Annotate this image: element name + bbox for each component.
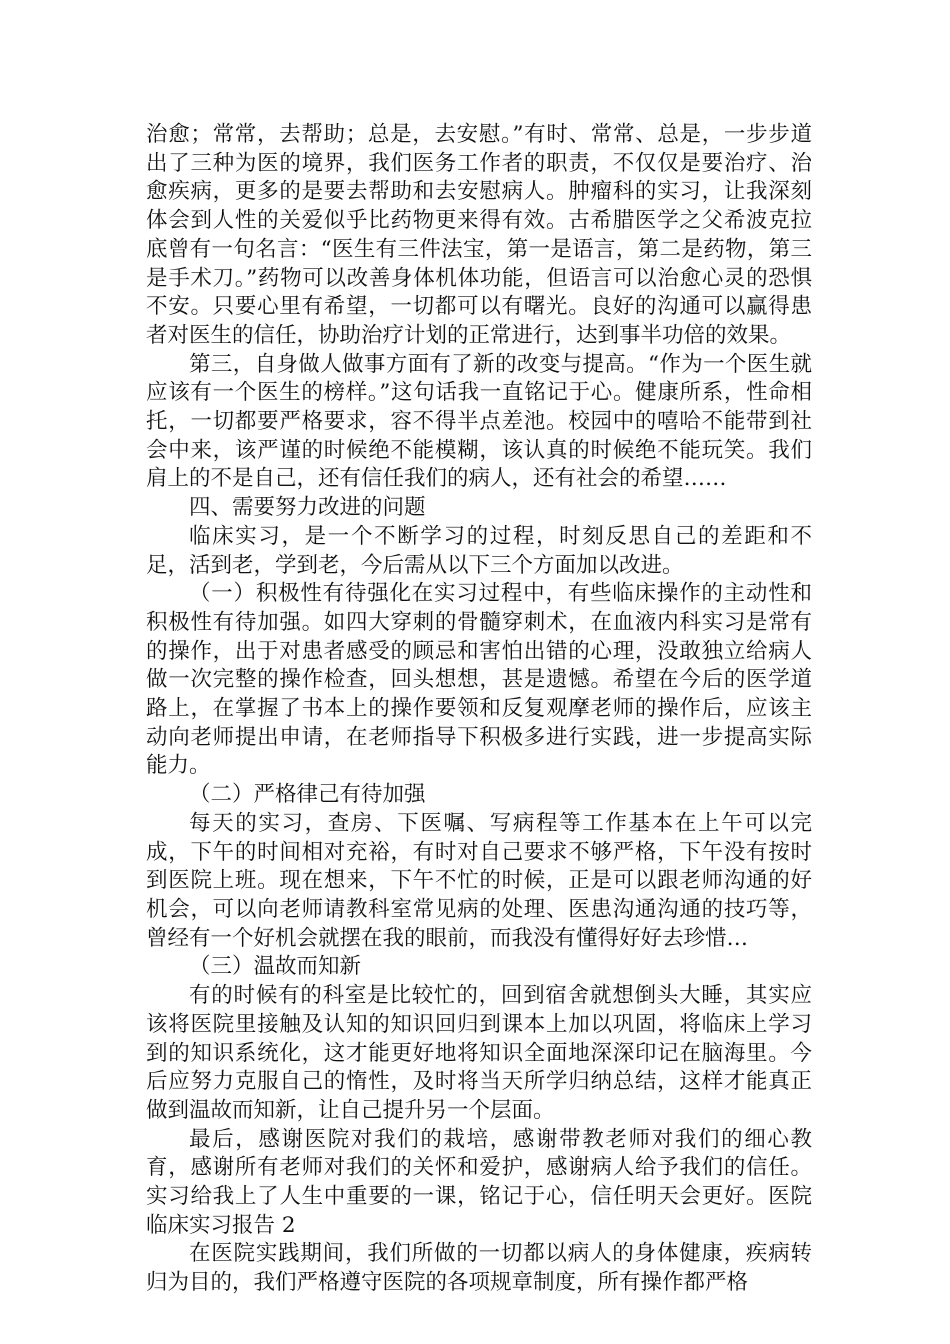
section-heading-4: 四、需要努力改进的问题 xyxy=(189,495,426,521)
paragraph-6: 有的时候有的科室是比较忙的，回到宿舍就想倒头大睡，其实应该将医院里接触及认知的知识回归到课本上加以巩固，将临床上学习到的知识系统化，这才能更好地将知识全面地深深印记在脑海里。今后应努力克服自己的惰性，及时将当天所学归纳总结，这样才能真正做到温故而知新，让自己提升另一个层面。 xyxy=(146,983,812,1123)
paragraph-4: （一）积极性有待强化在实习过程中，有些临床操作的主动性和积极性有待加强。如四大穿刺的骨髓穿刺术，在血液内科实习是常有的操作，出于对患者感受的顾忌和害怕出错的心理，没敢独立给病人做一次完整的操作检查，回头想想，甚是遗憾。希望在今后的医学道路上，在掌握了书本上的操作要领和反复观摩老师的操作后，应该主动向老师提出申请，在老师指导下积极多进行实践，进一步提高实际能力。 xyxy=(146,581,812,779)
paragraph-3: 临床实习，是一个不断学习的过程，时刻反思自己的差距和不足，活到老，学到老，今后需从以下三个方面加以改进。 xyxy=(146,523,812,578)
paragraph-2: 第三，自身做人做事方面有了新的改变与提高。“作为一个医生就应该有一个医生的榜样。”这句话我一直铭记于心。健康所系，性命相托，一切都要严格要求，容不得半点差池。校园中的嘻哈不能带到社会中来，该严谨的时候绝不能模糊，该认真的时候绝不能玩笑。我们肩上的不是自己，还有信任我们的病人，还有社会的希望…… xyxy=(146,351,812,492)
paragraph-7: 最后，感谢医院对我们的栽培，感谢带教老师对我们的细心教育，感谢所有老师对我们的关怀和爱护，感谢病人给予我们的信任。实习给我上了人生中重要的一课，铭记于心，信任明天会更好。医院临床实习报告 2 xyxy=(146,1126,812,1238)
paragraph-5: 每天的实习，查房、下医嘱、写病程等工作基本在上午可以完成，下午的时间相对充裕，有时对自己要求不够严格，下午没有按时到医院上班。现在想来，下午不忙的时候，正是可以跟老师沟通的好机会，可以向老师请教科室常见病的处理、医患沟通沟通的技巧等，曾经有一个好机会就摆在我的眼前，而我没有懂得好好去珍惜… xyxy=(146,810,812,951)
subheading-3: （三）温故而知新 xyxy=(189,954,362,980)
document-body xyxy=(146,121,812,1298)
subheading-2: （二）严格律己有待加强 xyxy=(189,782,426,808)
paragraph-1: 治愈；常常，去帮助；总是，去安慰。”有时、常常、总是，一步步道出了三种为医的境界，我们医务工作者的职责，不仅仅是要治疗、治愈疾病，更多的是要去帮助和去安慰病人。肿瘤科的实习，让我深刻体会到人性的关爱似乎比药物更来得有效。古希腊医学之父希波克拉底曾有一句名言：“医生有三件法宝，第一是语言，第二是药物，第三是手术刀。”药物可以改善身体机体功能，但语言可以治愈心灵的恐惧不安。只要心里有希望，一切都可以有曙光。良好的沟通可以赢得患者对医生的信任，协助治疗计划的正常进行，达到事半功倍的效果。 xyxy=(146,122,812,348)
paragraph-8: 在医院实践期间，我们所做的一切都以病人的身体健康，疾病转归为目的，我们严格遵守医院的各项规章制度，所有操作都严格 xyxy=(146,1241,812,1296)
